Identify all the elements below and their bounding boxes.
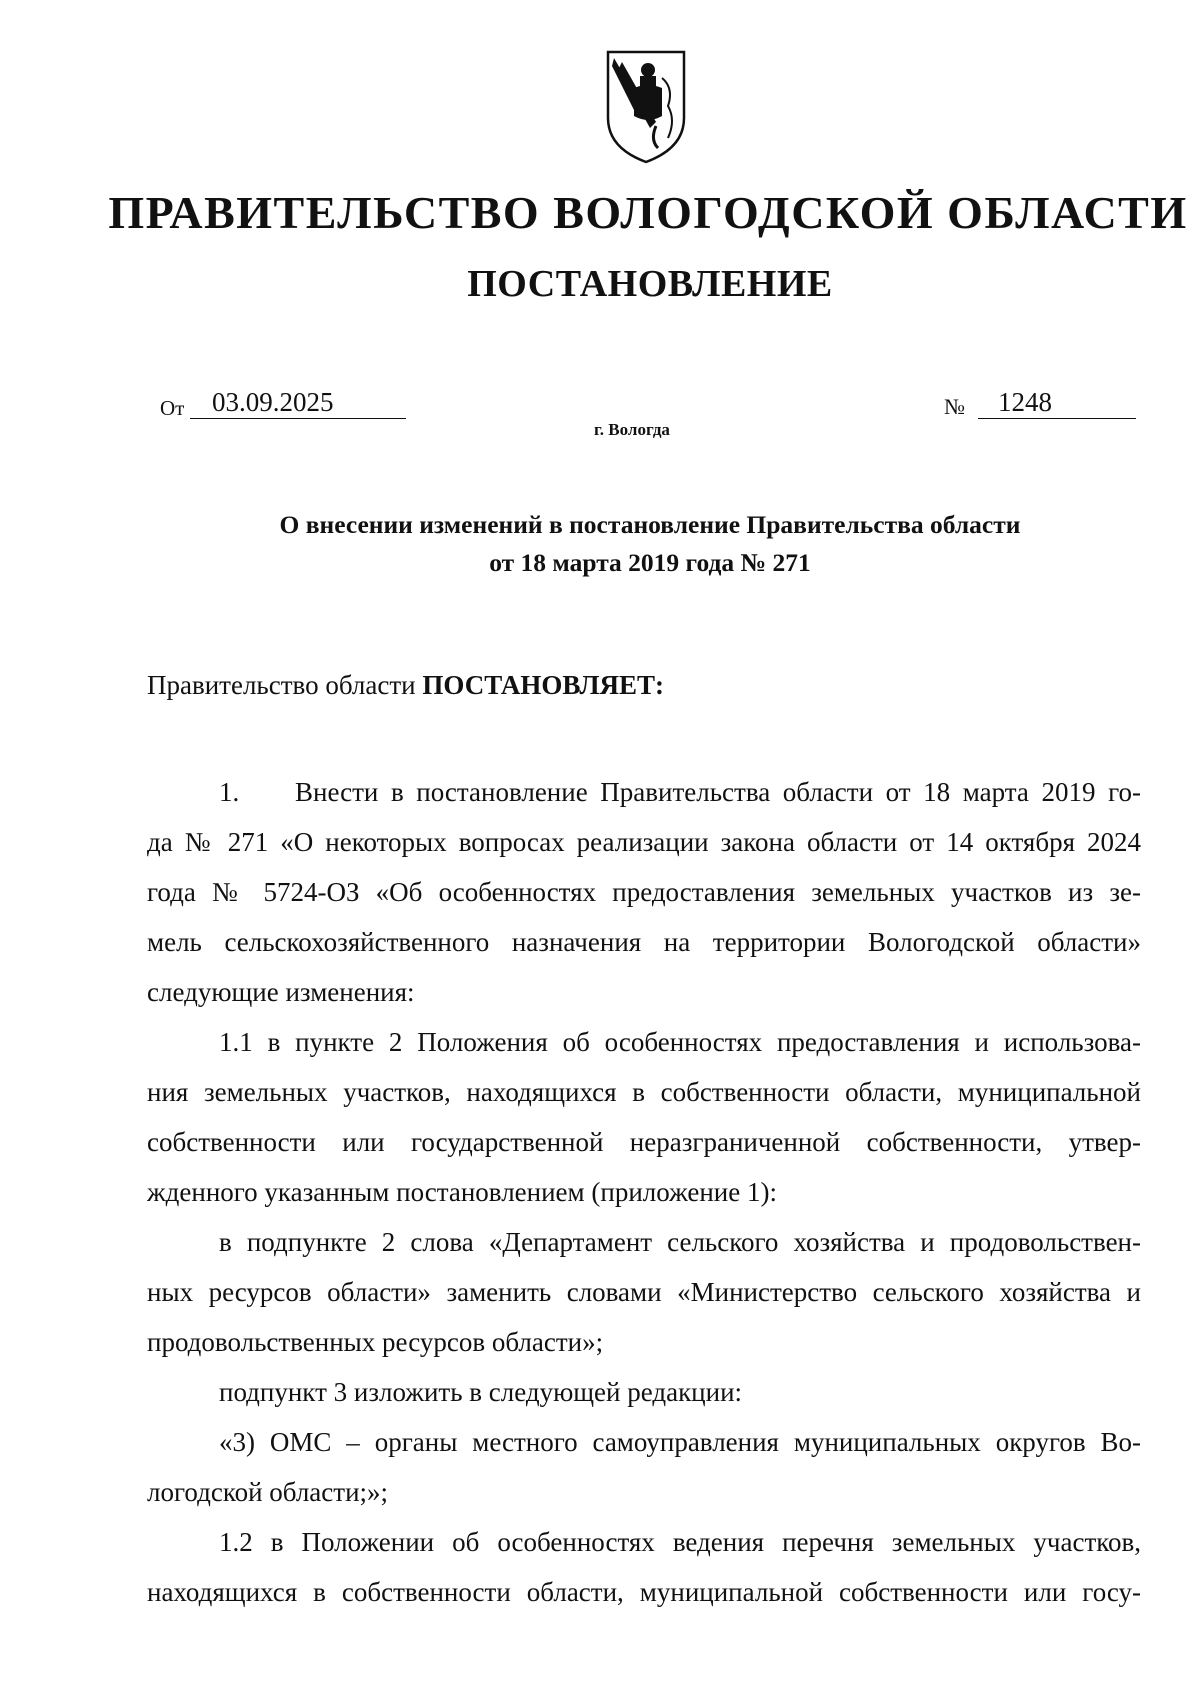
body-line: года № 5724-ОЗ «Об особенностях предоставления земельных участков из зе- (147, 877, 1141, 907)
body-line: ния земельных участков, находящихся в собственности области, муниципальной (147, 1077, 1141, 1107)
preamble-resolves: ПОСТАНОВЛЯЕТ: (422, 670, 664, 700)
document-type: ПОСТАНОВЛЕНИЕ (467, 263, 833, 305)
body-line: следующие изменения: (147, 977, 415, 1007)
coat-of-arms-emblem (604, 48, 688, 166)
body-line: да № 271 «О некоторых вопросах реализации закона области от 14 октября 2024 (147, 827, 1141, 857)
number-label: № (944, 394, 965, 419)
date-label: От (160, 396, 185, 420)
body-line: 1.1 в пункте 2 Положения об особенностях предоставления и использова- (219, 1027, 1141, 1057)
document-number: 1248 (978, 386, 1136, 419)
subject-line: О внесении изменений в постановление Правительства области (279, 510, 1021, 539)
document-date: 03.09.2025 (190, 386, 406, 419)
body-line: собственности или государственной неразграниченной собственности, утвер- (147, 1127, 1141, 1157)
organization-title: ПРАВИТЕЛЬСТВО ВОЛОГОДСКОЙ ОБЛАСТИ (108, 187, 1188, 238)
document-body (147, 767, 1141, 1617)
body-line: 1. Внести в постановление Правительства области от 18 марта 2019 го- (147, 767, 1141, 817)
body-line: в подпункте 2 слова «Департамент сельского хозяйства и продовольствен- (219, 1227, 1141, 1257)
paragraph-number: 1. (219, 777, 240, 807)
body-line: продовольственных ресурсов области»; (147, 1327, 604, 1357)
preamble (147, 670, 664, 701)
subject-line: от 18 марта 2019 года № 271 (489, 548, 811, 577)
body-line: «3) ОМС – органы местного самоуправления муниципальных округов Во- (219, 1427, 1141, 1457)
body-line: находящихся в собственности области, муниципальной собственности или госу- (147, 1577, 1141, 1607)
city: г. Вологда (594, 420, 670, 439)
body-line: логодской области;»; (147, 1477, 389, 1507)
body-line: мель сельскохозяйственного назначения на территории Вологодской области» (147, 927, 1141, 957)
body-line: подпункт 3 изложить в следующей редакции: (219, 1377, 743, 1407)
document-subject (50, 506, 1200, 582)
body-line: ных ресурсов области» заменить словами «Министерство сельского хозяйства и (147, 1277, 1141, 1307)
body-line: жденного указанным постановлением (приложение 1): (147, 1177, 777, 1207)
preamble-text: Правительство области (147, 670, 416, 700)
body-line: 1.2 в Положении об особенностях ведения перечня земельных участков, (219, 1527, 1141, 1557)
